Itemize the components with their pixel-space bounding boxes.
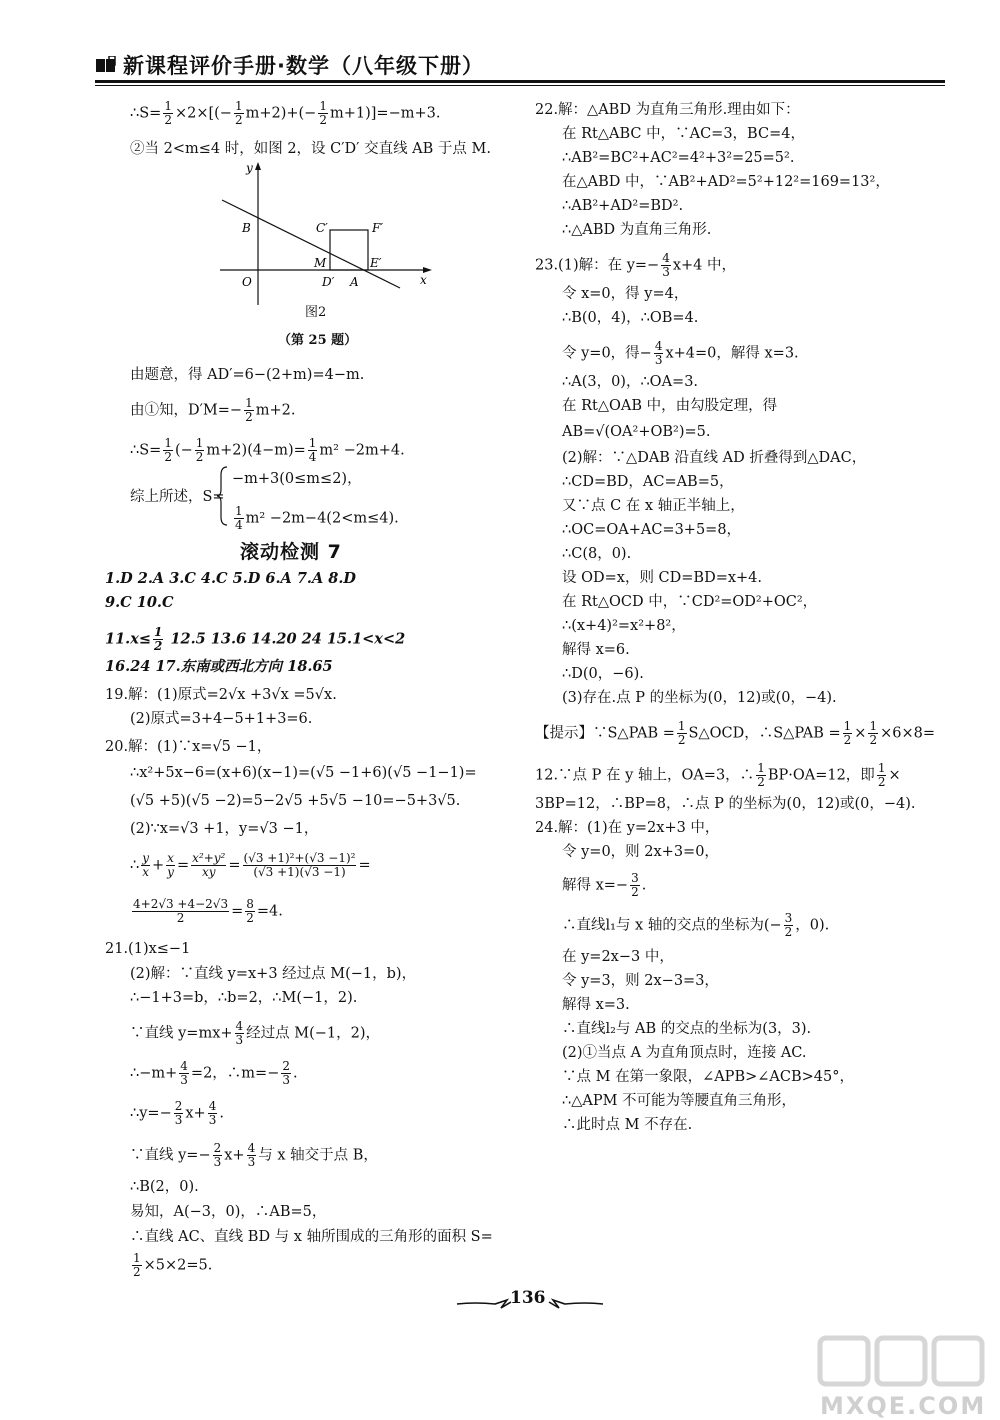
section-title: 滚动检测 7 xyxy=(240,541,342,563)
q24-line-9: (2)①当点 A 为直角顶点时，连接 AC. xyxy=(562,1045,807,1061)
fraction: $\frac{3}{2}$ xyxy=(631,871,639,899)
q21-line-8: ∴B(2，0). xyxy=(130,1179,199,1195)
q24-line-4: ∴直线l₁与 x 轴的交点的坐标为(− $\frac{3}{2}$ ，0). xyxy=(562,911,830,939)
q23-line-2: 令 x=0，得 y=4， xyxy=(562,286,689,302)
q22-line-6: ∴△ABD 为直角三角形. xyxy=(562,222,712,238)
answers-row-2: 9.C 10.C xyxy=(105,594,174,611)
q23-line-11: ∴OC=OA+AC=3+5=8， xyxy=(562,522,742,538)
label-m: M xyxy=(314,256,327,270)
label-f: F′ xyxy=(372,221,384,235)
q23-line-3: ∴B(0，4)，∴OB=4. xyxy=(562,310,699,326)
q24-line-8: ∴直线l₂与 AB 的交点的坐标为(3，3). xyxy=(562,1021,812,1037)
label-o: O xyxy=(242,275,252,289)
q21-line-2: (2)解：∵直线 y=x+3 经过点 M(−1，b)， xyxy=(130,966,417,982)
q23-line-12: ∴C(8，0). xyxy=(562,546,632,562)
q20-line-5: ∴ $\frac{y}{x}$ + $\frac{x}{y}$ = $\frac{\text{x²+y²}}{xy}$ = $\frac{\text{(√3 +1)²+(√3 −1)²}}{(√3 +1)(√3 -1)}$ = xyxy=(130,851,371,879)
q21-line-7: ∵直线 y=− $\frac{2}{3}$ x+ $\frac{4}{3}$ 与 x 轴交于点 B， xyxy=(130,1141,378,1169)
page-number: 136 xyxy=(510,1288,546,1308)
q23-line-4: 令 y=0，得− $\frac{4}{3}$ x+4=0，解得 x=3. xyxy=(562,339,799,367)
fraction: $\frac{2}{3}$ xyxy=(174,1099,183,1127)
label-b: B xyxy=(242,221,251,235)
book-icon xyxy=(95,56,117,74)
line-summary-case1: −m+3(0≤m≤2)， xyxy=(232,471,362,487)
tip-line-2: 12.∵点 P 在 y 轴上，OA=3，∴ $\frac{1}{2}$ BP·OA=12，即 $\frac{1}{2}$ × xyxy=(535,761,901,789)
q23-line-15: ∴(x+4)²=x²+8²， xyxy=(562,618,686,634)
header-rule-thin xyxy=(95,85,945,86)
q22-line-3: ∴AB²=BC²+AC²=4²+3²=25=5². xyxy=(562,150,795,166)
q23-line-17: ∴D(0，−6). xyxy=(562,666,644,682)
fraction: $\frac{1}{2}$ xyxy=(319,99,327,127)
answers-row-4: 16.24 17.东南或西北方向 18.65 xyxy=(105,658,333,675)
q20-line-4: (2)∵x=√3 +1，y=√3 −1， xyxy=(130,821,319,837)
tip-line-1: 【提示】∵S△PAB = $\frac{1}{2}$ S△OCD，∴S△PAB = $\frac{1}{2}$ × $\frac{1}{2}$ ×6×8= xyxy=(535,719,935,747)
line-s-case2: ∴S= $\frac{1}{2}$ (− $\frac{1}{2}$ m+2)(4−m)= $\frac{1}{4}$ m² −2m+4. xyxy=(130,436,405,464)
q23-line-16: 解得 x=6. xyxy=(562,642,630,658)
fraction: $\frac{\text{x²+y²}}{xy}$ xyxy=(192,851,226,879)
q23-line-7: AB=√(OA²+OB²)=5. xyxy=(562,424,711,440)
fraction: $\frac{2}{3}$ xyxy=(282,1059,290,1087)
q20-line-3: (√5 +5)(√5 −2)=5−2√5 +5√5 −10=−5+3√5. xyxy=(130,793,461,809)
fraction: $\frac{1}{4}$ xyxy=(235,504,243,532)
line-dm: 由①知，D′M=− $\frac{1}{2}$ m+2. xyxy=(130,396,296,424)
answers-row-3: 11.x≤ $\frac{1}{2}$ 12.5 13.6 14.20 24 15.1<x<2 xyxy=(105,625,406,653)
fraction: $\frac{4}{3}$ xyxy=(662,251,670,279)
q22-line-2: 在 Rt△ABC 中，∵AC=3，BC=4， xyxy=(562,126,805,142)
fraction: $\frac{\text{(√3 +1)²+(√3 −1)²}}{(√3 +1)(√3 -1)}$ xyxy=(243,851,356,879)
q23-line-5: ∴A(3，0)，∴OA=3. xyxy=(562,374,699,390)
q23-line-9: ∴CD=BD，AC=AB=5， xyxy=(562,474,734,490)
q22-line-4: 在△ABD 中，∵AB²+AD²=5²+12²=169=13²， xyxy=(562,174,890,190)
fraction: $\frac{1}{2}$ xyxy=(195,436,204,464)
q22-line-5: ∴AB²+AD²=BD². xyxy=(562,198,684,214)
q20-line-6: $\frac{4+2√3 +4-2√3}{2}$ = $\frac{8}{2}$ =4. xyxy=(133,897,283,925)
rectangle-cdef xyxy=(330,230,368,270)
q23-line-13: 设 OD=x，则 CD=BD=x+4. xyxy=(562,570,763,586)
q23-line-6: 在 Rt△OAB 中，由勾股定理，得 xyxy=(562,398,778,414)
figure-caption: 图2 xyxy=(305,305,327,320)
fraction: $\frac{4}{3}$ xyxy=(180,1059,188,1087)
fraction: $\frac{1}{2}$ xyxy=(164,99,172,127)
q23-line-18: (3)存在.点 P 的坐标为(0，12)或(0，−4). xyxy=(562,690,837,706)
fraction: $\frac{2}{3}$ xyxy=(213,1141,222,1169)
fraction: $\frac{1}{2}$ xyxy=(154,625,163,653)
page-header xyxy=(95,50,945,80)
q21-line-6: ∴y=− $\frac{2}{3}$ x+ $\frac{4}{3}$ . xyxy=(130,1099,224,1127)
header-title: 新课程评价手册·数学（八年级下册） xyxy=(123,54,484,78)
fraction: $\frac{1}{2}$ xyxy=(757,761,765,789)
q19-line-1: 19.解：(1)原式=2√x +3√x =5√x. xyxy=(105,687,337,703)
figure-question-caption: （第 25 题） xyxy=(278,333,358,348)
q20-line-1: 20.解：(1)∵x=√5 −1， xyxy=(105,739,272,755)
q21-line-9: 易知，A(−3，0)，∴AB=5， xyxy=(130,1204,327,1220)
line-summary-case2: $\frac{1}{4}$ m² −2m−4(2<m≤4). xyxy=(235,504,399,532)
label-c: C′ xyxy=(316,221,328,235)
label-x: x xyxy=(420,273,427,287)
fraction: $\frac{y}{x}$ xyxy=(142,851,150,879)
fraction: $\frac{1}{2}$ xyxy=(245,396,253,424)
q24-line-6: 令 y=3，则 2x−3=3， xyxy=(562,973,719,989)
fraction: $\frac{3}{2}$ xyxy=(784,911,793,939)
line-ad: 由题意，得 AD′=6−(2+m)=4−m. xyxy=(130,367,365,383)
fraction: $\frac{1}{2}$ xyxy=(164,436,172,464)
q19-line-2: (2)原式=3+4−5+1+3=6. xyxy=(130,711,313,727)
watermark-text: MXQE.COM xyxy=(820,1392,987,1420)
fraction: $\frac{4}{3}$ xyxy=(247,1141,256,1169)
q21-line-4: ∵直线 y=mx+ $\frac{4}{3}$ 经过点 M(−1，2)， xyxy=(130,1019,381,1047)
q22-line-1: 22.解：△ABD 为直角三角形.理由如下： xyxy=(535,102,800,118)
q21-line-11: $\frac{1}{2}$ ×5×2=5. xyxy=(133,1251,213,1279)
fraction: $\frac{1}{2}$ xyxy=(869,719,878,747)
q20-line-2: ∴x²+5x−6=(x+6)(x−1)=(√5 −1+6)(√5 −1−1)= xyxy=(130,765,477,781)
tip-line-3: 3BP=12，∴BP=8，∴点 P 的坐标为(0，12)或(0，−4). xyxy=(535,796,916,812)
fraction: $\frac{8}{2}$ xyxy=(246,897,254,925)
q24-line-5: 在 y=2x−3 中， xyxy=(562,949,674,965)
answers-row-1: 1.D 2.A 3.C 4.C 5.D 6.A 7.A 8.D xyxy=(105,570,356,587)
figure-2-graph xyxy=(210,160,440,310)
label-a: A xyxy=(350,275,359,289)
fraction: $\frac{4+2√3 +4-2√3}{2}$ xyxy=(133,897,229,925)
piecewise-brace xyxy=(217,465,229,527)
fraction: $\frac{x}{y}$ xyxy=(167,851,174,879)
fraction: $\frac{1}{4}$ xyxy=(308,436,317,464)
q24-line-7: 解得 x=3. xyxy=(562,997,630,1013)
q24-line-12: ∴此时点 M 不存在. xyxy=(562,1117,693,1133)
y-axis-arrow xyxy=(255,162,261,170)
label-e: E′ xyxy=(370,256,382,270)
q21-line-10: ∴直线 AC、直线 BD 与 x 轴所围成的三角形的面积 S= xyxy=(130,1229,493,1245)
q23-line-8: (2)解：∵△DAB 沿直线 AD 折叠得到△DAC， xyxy=(562,450,867,466)
q24-line-11: ∴△APM 不可能为等腰直角三角形， xyxy=(562,1093,797,1109)
q21-line-5: ∴−m+ $\frac{4}{3}$ =2，∴m=− $\frac{2}{3}$ . xyxy=(130,1059,298,1087)
q23-line-14: 在 Rt△OCD 中，∵CD²=OD²+OC²， xyxy=(562,594,818,610)
fraction: $\frac{4}{3}$ xyxy=(208,1099,217,1127)
fraction: $\frac{4}{3}$ xyxy=(654,339,663,367)
q24-line-2: 令 y=0，则 2x+3=0， xyxy=(562,844,719,860)
q21-line-3: ∴−1+3=b，∴b=2，∴M(−1，2). xyxy=(130,990,358,1006)
fraction: $\frac{1}{2}$ xyxy=(234,99,243,127)
fraction: $\frac{1}{2}$ xyxy=(133,1251,141,1279)
fraction: $\frac{1}{2}$ xyxy=(843,719,852,747)
fraction: $\frac{4}{3}$ xyxy=(235,1019,244,1047)
label-d: D′ xyxy=(322,275,335,289)
q24-line-3: 解得 x=− $\frac{3}{2}$ . xyxy=(562,871,647,899)
line-case2: ②当 2<m≤4 时，如图 2，设 C′D′ 交直线 AB 于点 M. xyxy=(130,141,491,157)
header-rule xyxy=(95,80,945,83)
fraction: $\frac{1}{2}$ xyxy=(677,719,686,747)
q23-line-10: 又∵点 C 在 x 轴正半轴上， xyxy=(562,498,745,514)
line-s-formula: ∴S= $\frac{1}{2}$ ×2×[(− $\frac{1}{2}$ m+2)+(− $\frac{1}{2}$ m+1)]=−m+3. xyxy=(130,99,441,127)
fraction: $\frac{1}{2}$ xyxy=(877,761,886,789)
q24-line-1: 24.解：(1)在 y=2x+3 中， xyxy=(535,820,720,836)
q24-line-10: ∵点 M 在第一象限，∠APB>∠ACB>45°， xyxy=(562,1069,854,1085)
q21-line-1: 21.(1)x≤−1 xyxy=(105,941,191,957)
q23-line-1: 23.(1)解：在 y=− $\frac{4}{3}$ x+4 中， xyxy=(535,251,737,279)
line-summary-label: 综上所述，S= xyxy=(130,489,225,505)
label-y: y xyxy=(246,161,253,175)
